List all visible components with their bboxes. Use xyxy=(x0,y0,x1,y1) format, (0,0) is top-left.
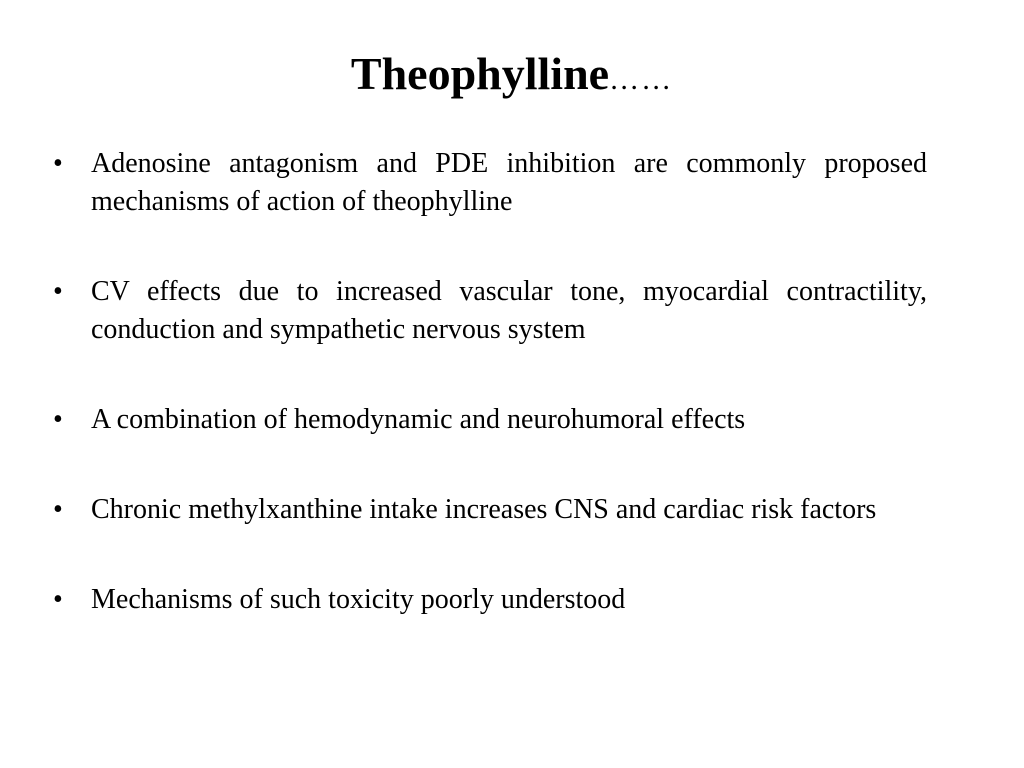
bullet-text: Chronic methylxanthine intake increases CNS and cardiac risk factors xyxy=(91,494,877,525)
bullet-icon: • xyxy=(53,494,63,525)
bullet-item xyxy=(0,401,1024,439)
bullet-text: Mechanisms of such toxicity poorly understood xyxy=(91,584,626,615)
bullet-icon: • xyxy=(53,404,63,435)
bullet-icon: • xyxy=(53,584,63,615)
bullet-item xyxy=(0,491,1024,529)
bullet-text: CV effects due to increased vascular tone, myocardial contractility, conduction and sympathetic nervous system xyxy=(91,276,927,345)
bullet-text: Adenosine antagonism and PDE inhibition are commonly proposed mechanisms of action of theophylline xyxy=(91,148,927,217)
slide-title: Theophylline xyxy=(350,48,610,99)
bullet-text: A combination of hemodynamic and neurohumoral effects xyxy=(91,404,746,435)
bullet-icon: • xyxy=(53,148,63,179)
slide-title-row xyxy=(0,46,1024,108)
slide-title-ellipsis: …… xyxy=(609,63,674,96)
bullet-list xyxy=(0,145,1024,671)
bullet-item xyxy=(0,581,1024,619)
bullet-icon: • xyxy=(53,276,63,307)
bullet-item xyxy=(0,145,1024,221)
bullet-item xyxy=(0,273,1024,349)
